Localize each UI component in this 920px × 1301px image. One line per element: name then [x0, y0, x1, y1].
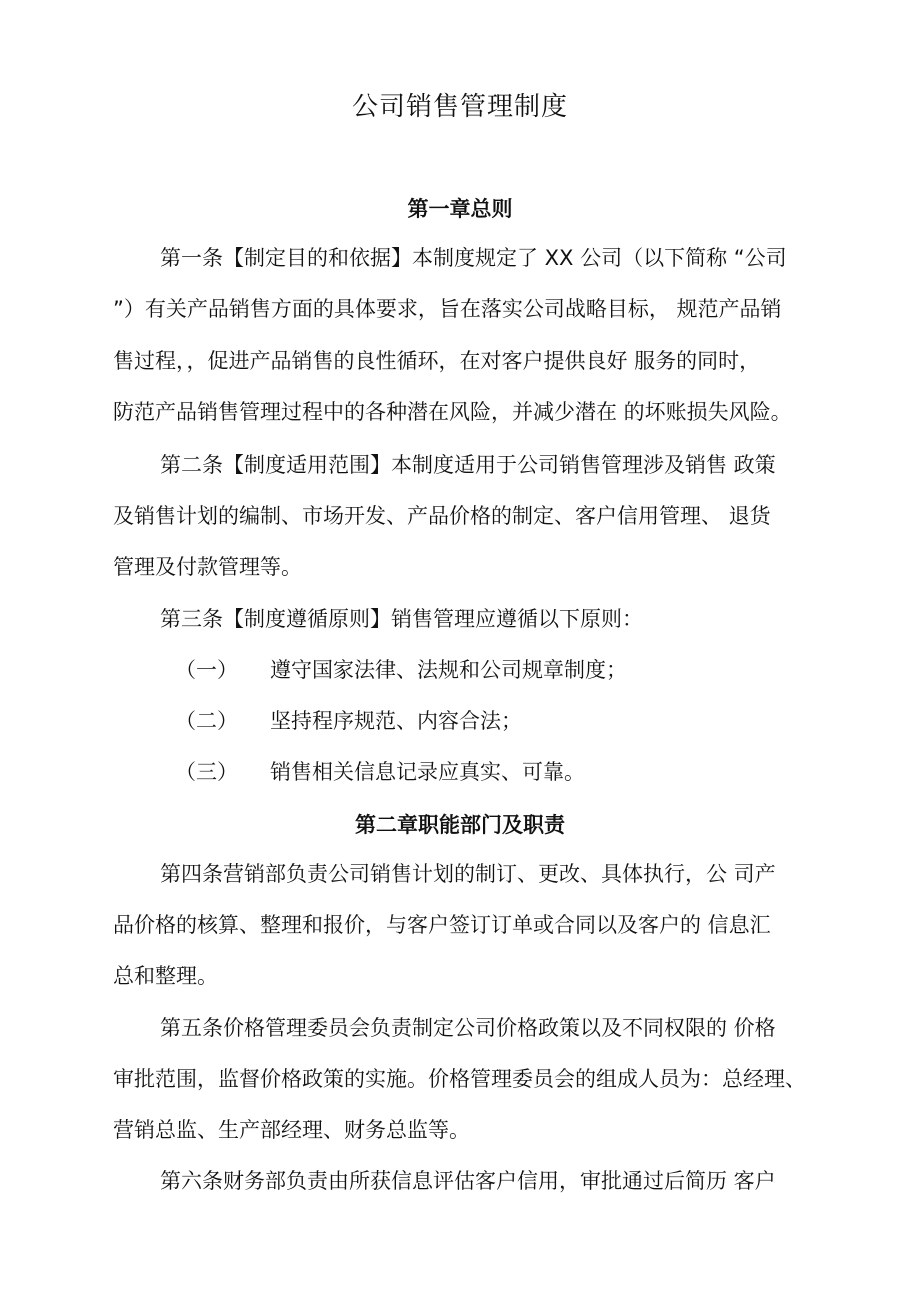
article-5-line-3: 营销总监、生产部经理、财务总监等。: [113, 1118, 470, 1142]
list-item-number: （三）: [175, 760, 238, 784]
article-1-line-4: 防范产品销售管理过程中的各种潜在风险，并减少潜在 的坏账损失风险。: [113, 400, 792, 424]
article-6-line-1: 第六条财务部负责由所获信息评估客户信用，审批通过后简历 客户: [160, 1169, 776, 1193]
article-4-line-3: 总和整理。: [113, 964, 218, 988]
article-3-line: 第三条【制度遵循原则】销售管理应遵循以下原则：: [160, 607, 643, 631]
article-4-line-1: 第四条营销部负责公司销售计划的制订、更改、具体执行，公 司产: [160, 862, 776, 886]
chapter-1-heading: 第一章总则: [407, 197, 513, 221]
article-1-line-3: 售过程，，促进产品销售的良性循环，在对客户提供良好 服务的同时，: [113, 349, 761, 373]
list-item-text: 销售相关信息记录应真实、可靠。: [270, 760, 585, 784]
article-2-line-3: 管理及付款管理等。: [113, 555, 302, 579]
article-5-line-2: 审批范围，监督价格政策的实施。价格管理委员会的组成人员为：总经理、: [113, 1067, 806, 1091]
chapter-2-heading: 第二章职能部门及职责: [355, 813, 565, 837]
list-item-number: （一）: [175, 658, 238, 682]
article-2-line-2: 及销售计划的编制、市场开发、产品价格的制定、客户信用管理、 退货: [113, 504, 771, 528]
list-item-number: （二）: [175, 709, 238, 733]
article-1-line-1: 第一条【制定目的和依据】本制度规定了 XX 公司（以下简称 “公司: [160, 246, 787, 270]
document-title: 公司销售管理制度: [351, 92, 568, 122]
article-2-line-1: 第二条【制度适用范围】本制度适用于公司销售管理涉及销售 政策: [160, 453, 776, 477]
list-item-text: 遵守国家法律、法规和公司规章制度；: [270, 658, 627, 682]
article-4-line-2: 品价格的核算、整理和报价，与客户签订订单或合同以及客户的 信息汇: [113, 913, 771, 937]
article-5-line-1: 第五条价格管理委员会负责制定公司价格政策以及不同权限的 价格: [160, 1016, 776, 1040]
article-1-line-2: ”）有关产品销售方面的具体要求，旨在落实公司战略目标， 规范产品销: [113, 297, 782, 321]
list-item-text: 坚持程序规范、内容合法；: [270, 709, 522, 733]
